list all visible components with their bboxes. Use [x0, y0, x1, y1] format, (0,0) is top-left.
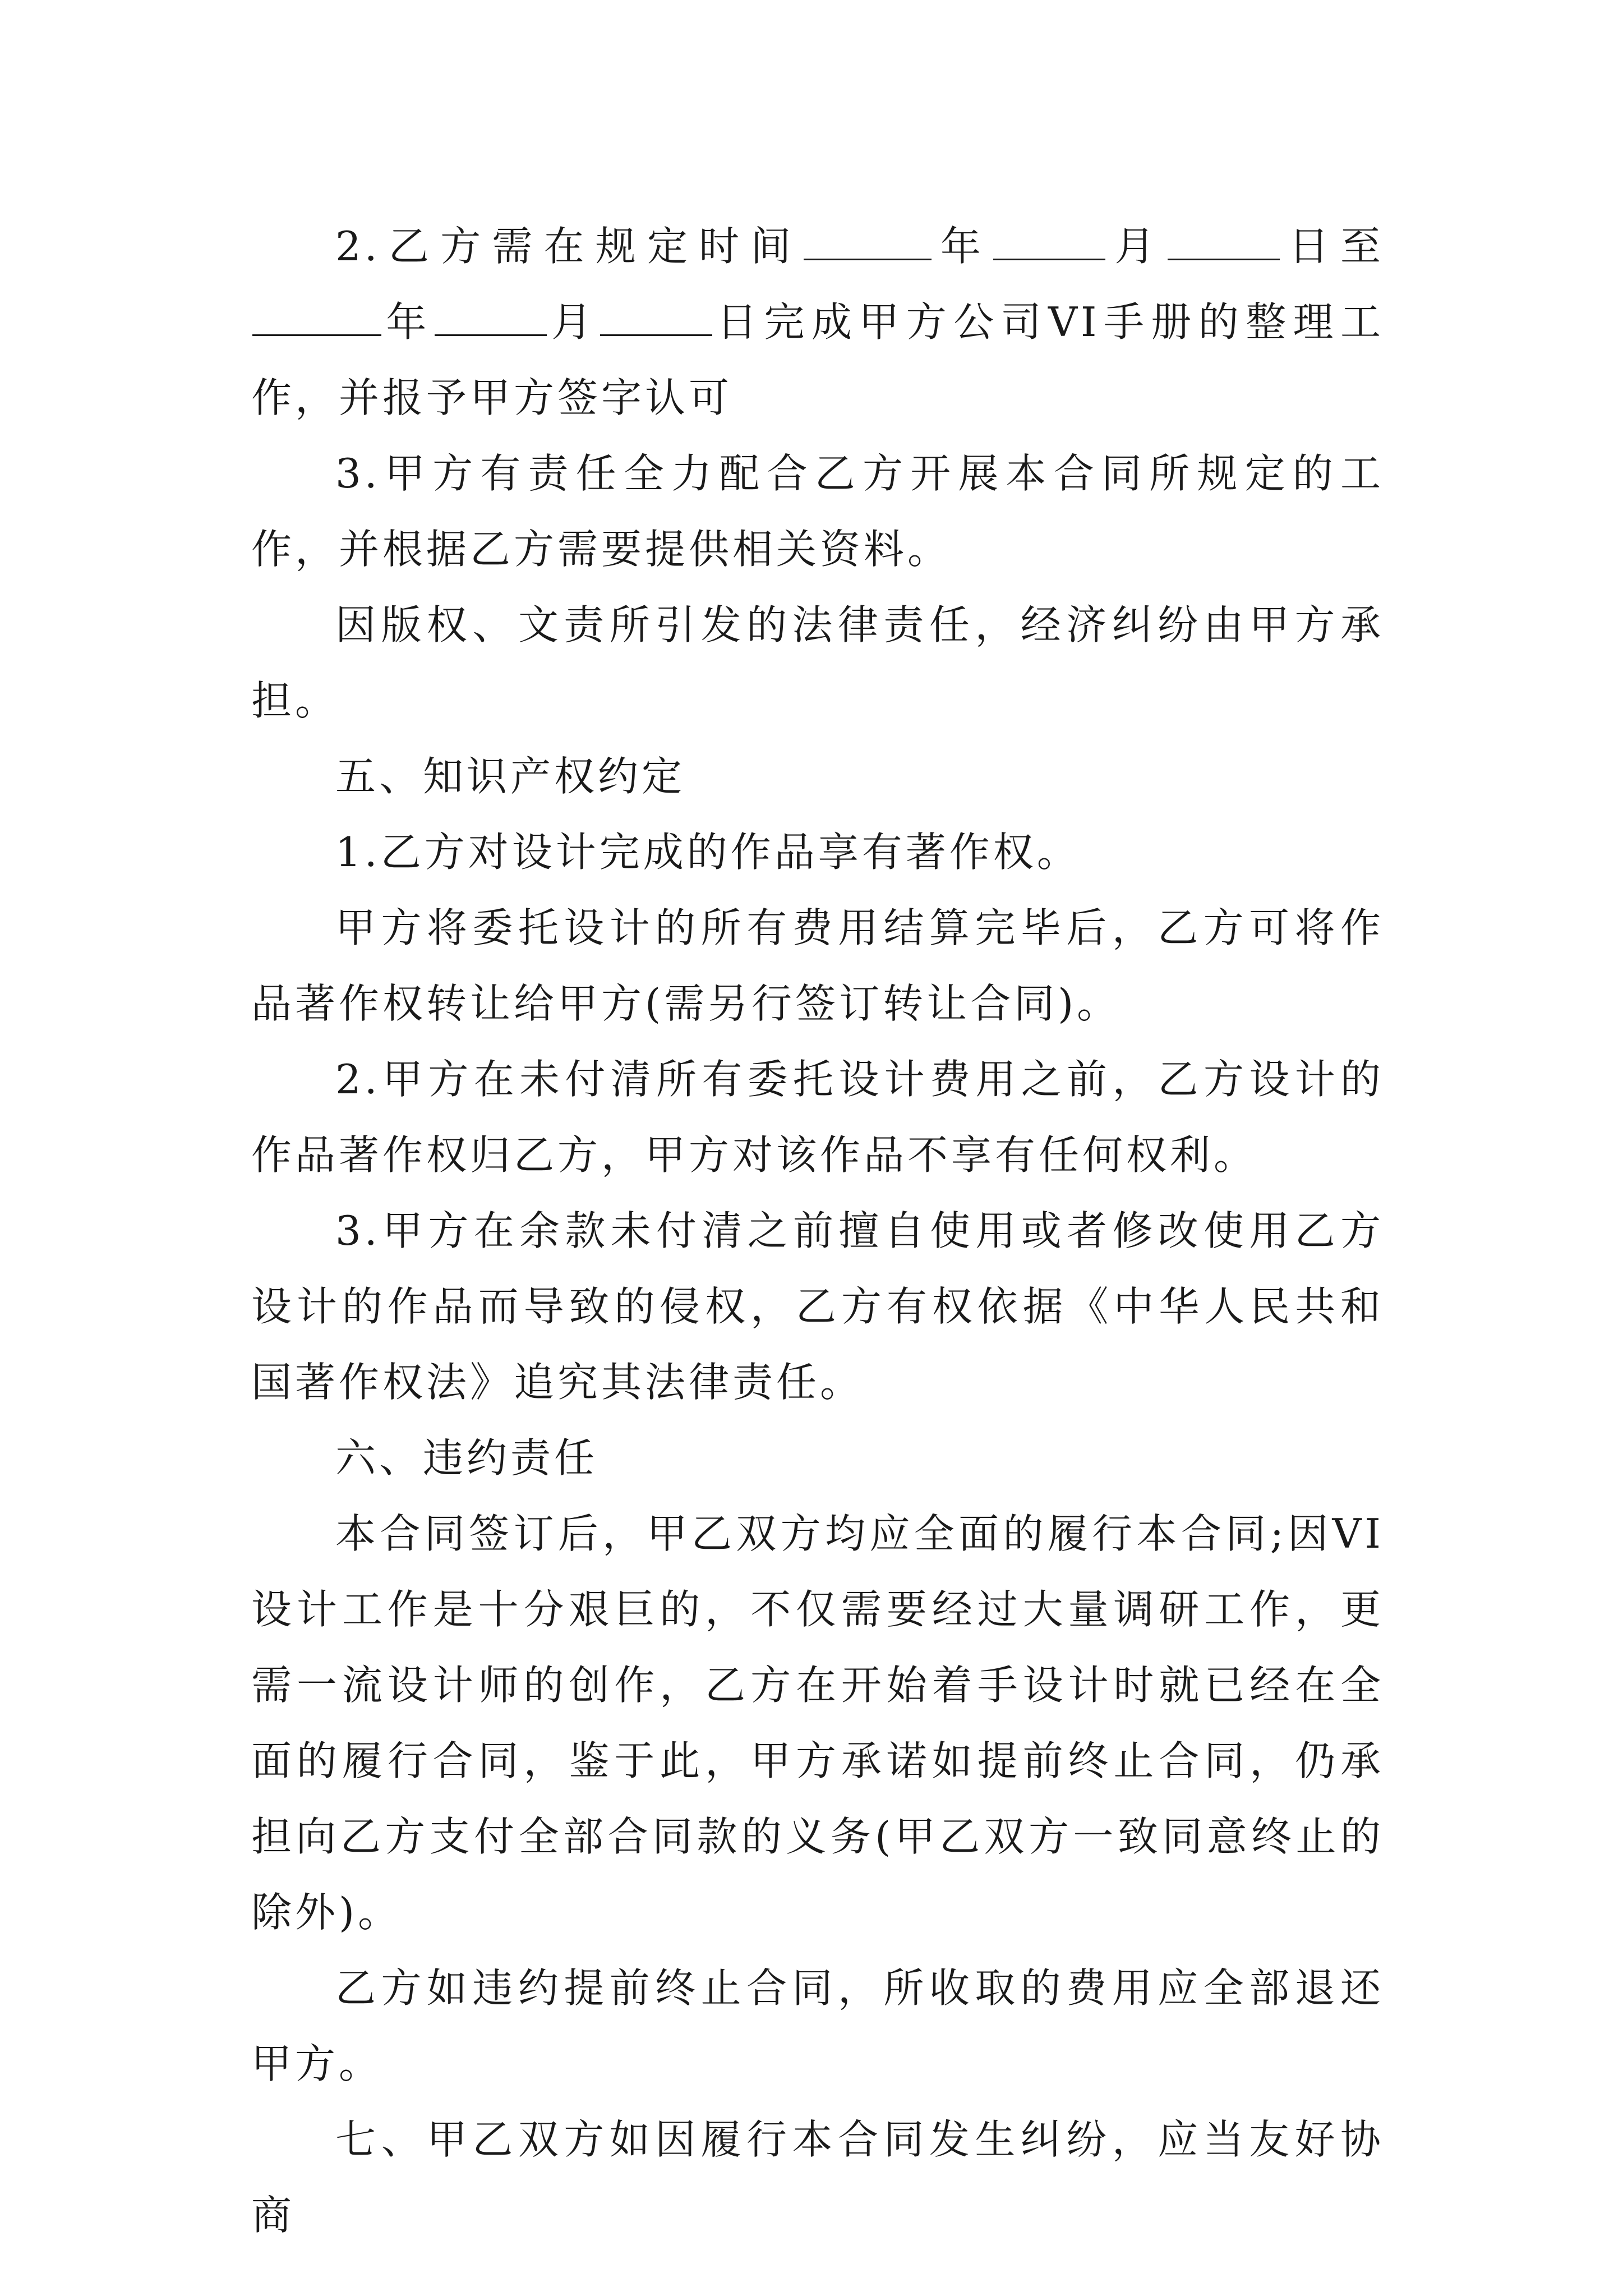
- paragraph-text: 月: [1106, 223, 1166, 270]
- paragraph-text: 年: [932, 223, 993, 270]
- body-paragraph: 1.乙方对设计完成的作品享有著作权。: [335, 829, 1081, 876]
- body-paragraph: 3.甲方有责任全力配合乙方开展本合同所规定的工作，并根据乙方需要提供相关资料。: [251, 450, 1384, 573]
- paragraph-text: 年: [382, 298, 434, 346]
- section-heading: 六、违约责任: [335, 1434, 598, 1481]
- section-heading: 五、知识产权约定: [335, 753, 686, 800]
- body-paragraph: 甲方将委托设计的所有费用结算完毕后，乙方可将作品著作权转让给甲方(需另行签订转让合同)。: [251, 904, 1384, 1027]
- fill-in-paragraph: [251, 209, 1384, 436]
- paragraph-text: 日完成甲方公司VI手册的整理工作，并报予甲方签字认可: [251, 298, 1384, 421]
- body-paragraph: 乙方如违约提前终止合同，所收取的费用应全部退还甲方。: [251, 1964, 1384, 2087]
- blank-line: [435, 295, 547, 336]
- body-paragraph: 2.甲方在未付清所有委托设计费用之前，乙方设计的作品著作权归乙方，甲方对该作品不享有任何权利。: [251, 1056, 1384, 1179]
- body-paragraph: 因版权、文责所引发的法律责任，经济纠纷由甲方承担。: [251, 601, 1384, 724]
- blank-line: [993, 219, 1105, 260]
- body-paragraph: 本合同签订后，甲乙双方均应全面的履行本合同;因VI设计工作是十分艰巨的，不仅需要经过大量调研工作，更需一流设计师的创作，乙方在开始着手设计时就已经在全面的履行合同，鉴于此，甲方承诺如提前终止合同，仍承担向乙方支付全部合同款的义务(甲乙双方一致同意终止的除外)。: [251, 1510, 1384, 1936]
- blank-line: [1168, 219, 1280, 260]
- document-body: [251, 209, 1384, 2253]
- blank-line: [804, 219, 932, 260]
- paragraph-text: 日至: [1280, 223, 1384, 270]
- blank-line: [252, 295, 381, 336]
- body-paragraph: 七、甲乙双方如因履行本合同发生纠纷，应当友好协商: [251, 2116, 1384, 2239]
- paragraph-text: 月: [547, 298, 599, 346]
- body-paragraph: 3.甲方在余款未付清之前擅自使用或者修改使用乙方设计的作品而导致的侵权，乙方有权依据《中华人民共和国著作权法》追究其法律责任。: [251, 1207, 1384, 1406]
- blank-line: [600, 295, 712, 336]
- paragraph-text: 2.乙方需在规定时间: [335, 223, 803, 270]
